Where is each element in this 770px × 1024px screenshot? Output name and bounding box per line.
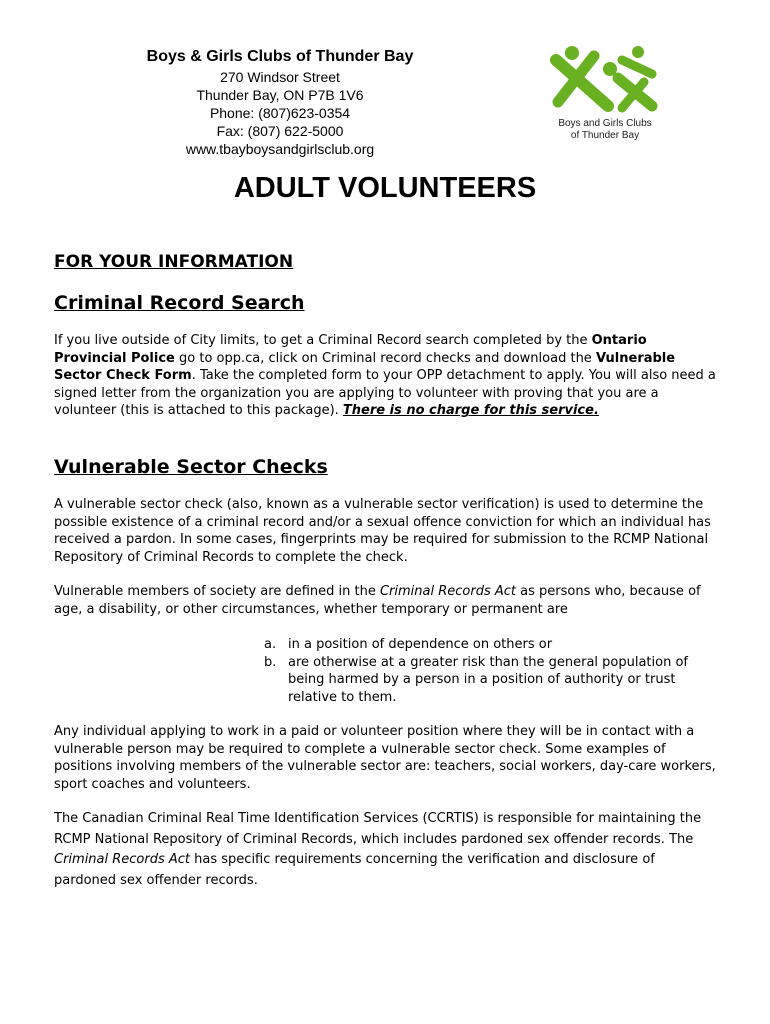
heading-criminal-record-search: Criminal Record Search: [54, 292, 305, 314]
list-item: [264, 654, 714, 707]
org-city: Thunder Bay, ON P7B 1V6: [196, 87, 364, 103]
p3-text-a: Vulnerable members of society are defined in the: [54, 584, 380, 599]
applicant-requirement-paragraph: Any individual applying to work in a paid or volunteer position where they will be in contact with a vulnerable person may be required to complete a vulnerable sector check. Some examples of positions involving members of the vulnerable sector are: teachers, social workers, day-care workers, sport coaches and volunteers.: [54, 724, 716, 792]
list-item: [264, 636, 714, 654]
p1-text-c: go to opp.ca, click on Criminal record checks and download the: [174, 350, 596, 366]
list-marker: a.: [264, 637, 277, 652]
vulnerable-criteria-list: [264, 636, 714, 706]
p5-text-a: The Canadian Criminal Real Time Identification Services (CCRTIS) is responsible for maintaining the RCMP National Repository of Criminal Records, which includes pardoned sex offender records. The: [54, 811, 702, 847]
p1-no-charge-note: There is no charge for this service.: [342, 403, 599, 419]
list-item-text: in a position of dependence on others or: [288, 637, 553, 652]
list-item-text: are otherwise at a greater risk than the general population of being harmed by a person in a position of authority or trust relative to them.: [288, 654, 688, 705]
org-address-block: [110, 46, 450, 158]
list-marker: b.: [264, 654, 277, 670]
page-title: ADULT VOLUNTEERS: [233, 172, 537, 204]
club-logo: [548, 44, 662, 148]
logo-caption-line2: of Thunder Bay: [570, 130, 640, 141]
p1-opp-name: Ontario Provincial Police: [54, 333, 647, 366]
heading-vulnerable-sector-checks: Vulnerable Sector Checks: [54, 456, 328, 478]
logo-caption: [548, 118, 662, 142]
p3-text-c: as persons who, because of age, a disability, or other circumstances, whether temporary or permanent are: [54, 584, 701, 617]
heading-for-your-information: FOR YOUR INFORMATION: [54, 252, 294, 272]
org-phone: Phone: (807)623-0354: [209, 105, 351, 121]
p1-text-a: If you live outside of City limits, to get a Criminal Record search completed by the: [54, 333, 592, 348]
club-logo-figures-icon: [548, 44, 662, 116]
criminal-record-paragraph: [54, 332, 716, 420]
org-website: www.tbayboysandgirlsclub.org: [185, 141, 375, 157]
p3-act-name: Criminal Records Act: [379, 584, 516, 599]
logo-caption-line1: Boys and Girls Clubs: [558, 118, 652, 129]
org-fax: Fax: (807) 622-5000: [216, 123, 344, 139]
org-name: Boys & Girls Clubs of Thunder Bay: [146, 48, 414, 65]
p1-text-e: . Take the completed form to your OPP detachment to apply. You will also need a signed letter from the organization you are applying to volunteer with proving that you are a volunteer (this is attached to this package).: [54, 368, 716, 419]
p5-text-c: has specific requirements concerning the verification and disclosure of pardoned sex offender records.: [54, 852, 655, 888]
p5-act-name: Criminal Records Act: [54, 852, 191, 867]
org-street: 270 Windsor Street: [220, 69, 340, 85]
vulnerable-definition-paragraph: A vulnerable sector check (also, known as a vulnerable sector verification) is used to determine the possible existence of a criminal record and/or a sexual offence conviction for which an individual has received a pardon. In some cases, fingerprints may be required for submission to the RCMP National Repository of Criminal Records to complete the check.: [54, 497, 711, 565]
vulnerable-members-paragraph: [54, 583, 716, 618]
p1-form-name: Vulnerable Sector Check Form: [54, 350, 676, 384]
ccrtis-paragraph: [54, 809, 716, 891]
